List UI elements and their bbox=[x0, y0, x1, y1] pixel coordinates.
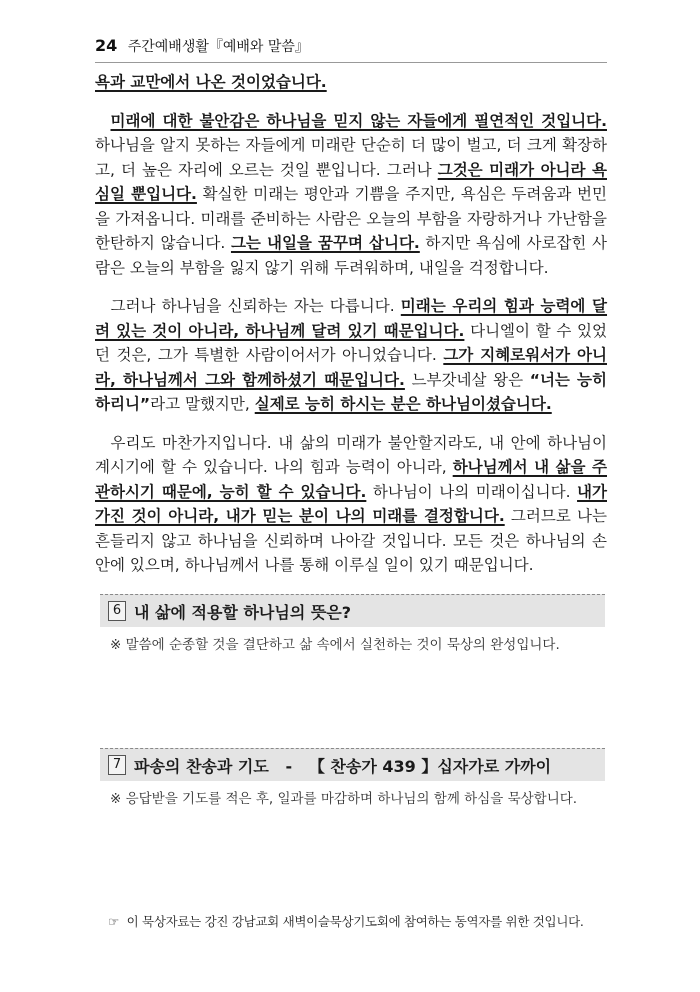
text-run: 라고 말했지만, bbox=[150, 395, 255, 413]
footer-text: 이 묵상자료는 강진 강남교회 새벽이슬묵상기도회에 참여하는 동역자를 위한 것입니다. bbox=[126, 914, 584, 929]
text-run: 하지만 욕심에 사로잡힌 사람은 오늘의 부함을 잃지 않기 위해 두려워하며, 내일을 걱정합니다. bbox=[95, 234, 607, 277]
page-header bbox=[95, 36, 309, 56]
emphasis-text: 미래는 우리의 힘과 능력에 달려 있는 것이 아니라, 하나님께 달려 있기 때문입니다. bbox=[95, 297, 608, 340]
paragraph bbox=[95, 431, 607, 578]
text-run: 하나님을 알지 못하는 자들에게 미래란 단순히 더 많이 벌고, 더 크게 확장하고, 더 높은 자리에 오르는 것일 뿐입니다. 그러나 bbox=[95, 136, 607, 179]
text-run: 느부갓네살 왕은 bbox=[404, 370, 530, 389]
paragraph bbox=[95, 294, 607, 417]
section-number: 6 bbox=[108, 601, 126, 621]
text-run: 그러나 하나님을 신뢰하는 자는 다릅니다. bbox=[110, 297, 401, 315]
text-run: 그러므로 나는 흔들리지 않고 하나님을 신뢰하며 나아갈 것입니다. 모든 것은 하나님의 손안에 있으며, 하나님께서 나를 통해 이루실 일이 있기 때문입니다. bbox=[95, 507, 607, 574]
emphasis-text: 미래에 대한 불안감은 하나님을 믿지 않는 자들에게 필연적인 것입니다. bbox=[110, 111, 607, 130]
emphasis-text: 실제로 능히 하시는 분은 하나님이셨습니다. bbox=[254, 395, 552, 413]
section-number: 7 bbox=[108, 755, 126, 775]
page-number: 24 bbox=[95, 36, 118, 55]
emphasis-text: 욕과 교만에서 나온 것이었습니다. bbox=[95, 73, 327, 91]
section-note: ※ 응답받을 기도를 적은 후, 일과를 마감하며 하나님의 함께 하심을 묵상합니다. bbox=[110, 791, 578, 807]
section-hymn-prayer bbox=[100, 748, 605, 807]
section-title: 파송의 찬송과 기도 - 【 찬송가 439 】십자가로 가까이 bbox=[134, 756, 552, 776]
emphasis-text: 그것은 미래가 아니라 욕심일 뿐입니다. bbox=[95, 160, 607, 203]
publication-title: 주간예배생활『예배와 말씀』 bbox=[127, 39, 309, 55]
body-text bbox=[95, 70, 607, 578]
section-heading bbox=[100, 748, 605, 781]
paragraph bbox=[95, 70, 607, 95]
section-title: 내 삶에 적용할 하나님의 뜻은? bbox=[134, 602, 352, 622]
footer-note bbox=[108, 912, 584, 930]
emphasis-text: 그는 내일을 꿈꾸며 삽니다. bbox=[230, 234, 420, 252]
section-heading bbox=[100, 594, 605, 627]
text-run: 하나님이 나의 미래이십니다. bbox=[366, 482, 578, 501]
section-note: ※ 말씀에 순종할 것을 결단하고 삶 속에서 실천하는 것이 묵상의 완성입니다. bbox=[110, 637, 560, 653]
quoted-text: “너는 능히 하리니” bbox=[95, 370, 607, 413]
emphasis-text: 그가 지혜로워서가 아니라, 하나님께서 그와 함께하셨기 때문입니다. bbox=[95, 346, 607, 389]
paragraph bbox=[95, 109, 607, 281]
emphasis-text: 하나님께서 내 삶을 주관하시기 때문에, 능히 할 수 있습니다. bbox=[95, 458, 607, 501]
text-run: 확실한 미래는 평안과 기쁨을 주지만, 욕심은 두려움과 번민을 가져옵니다. 미래를 준비하는 사람은 오늘의 부함을 자랑하거나 가난함을 한탄하지 않습니다. bbox=[95, 185, 607, 252]
text-run: 우리도 마찬가지입니다. 내 삶의 미래가 불안할지라도, 내 안에 하나님이 계시기에 할 수 있습니다. 나의 힘과 능력이 아니라, bbox=[95, 433, 607, 476]
text-run: 다니엘이 할 수 있었던 것은, 그가 특별한 사람이어서가 아니었습니다. bbox=[95, 321, 607, 364]
pointing-hand-icon: ☞ bbox=[108, 914, 119, 929]
header-divider bbox=[95, 62, 607, 63]
emphasis-text: 내가 가진 것이 아니라, 내가 믿는 분이 나의 미래를 결정합니다. bbox=[95, 482, 607, 525]
section-apply bbox=[100, 594, 605, 653]
